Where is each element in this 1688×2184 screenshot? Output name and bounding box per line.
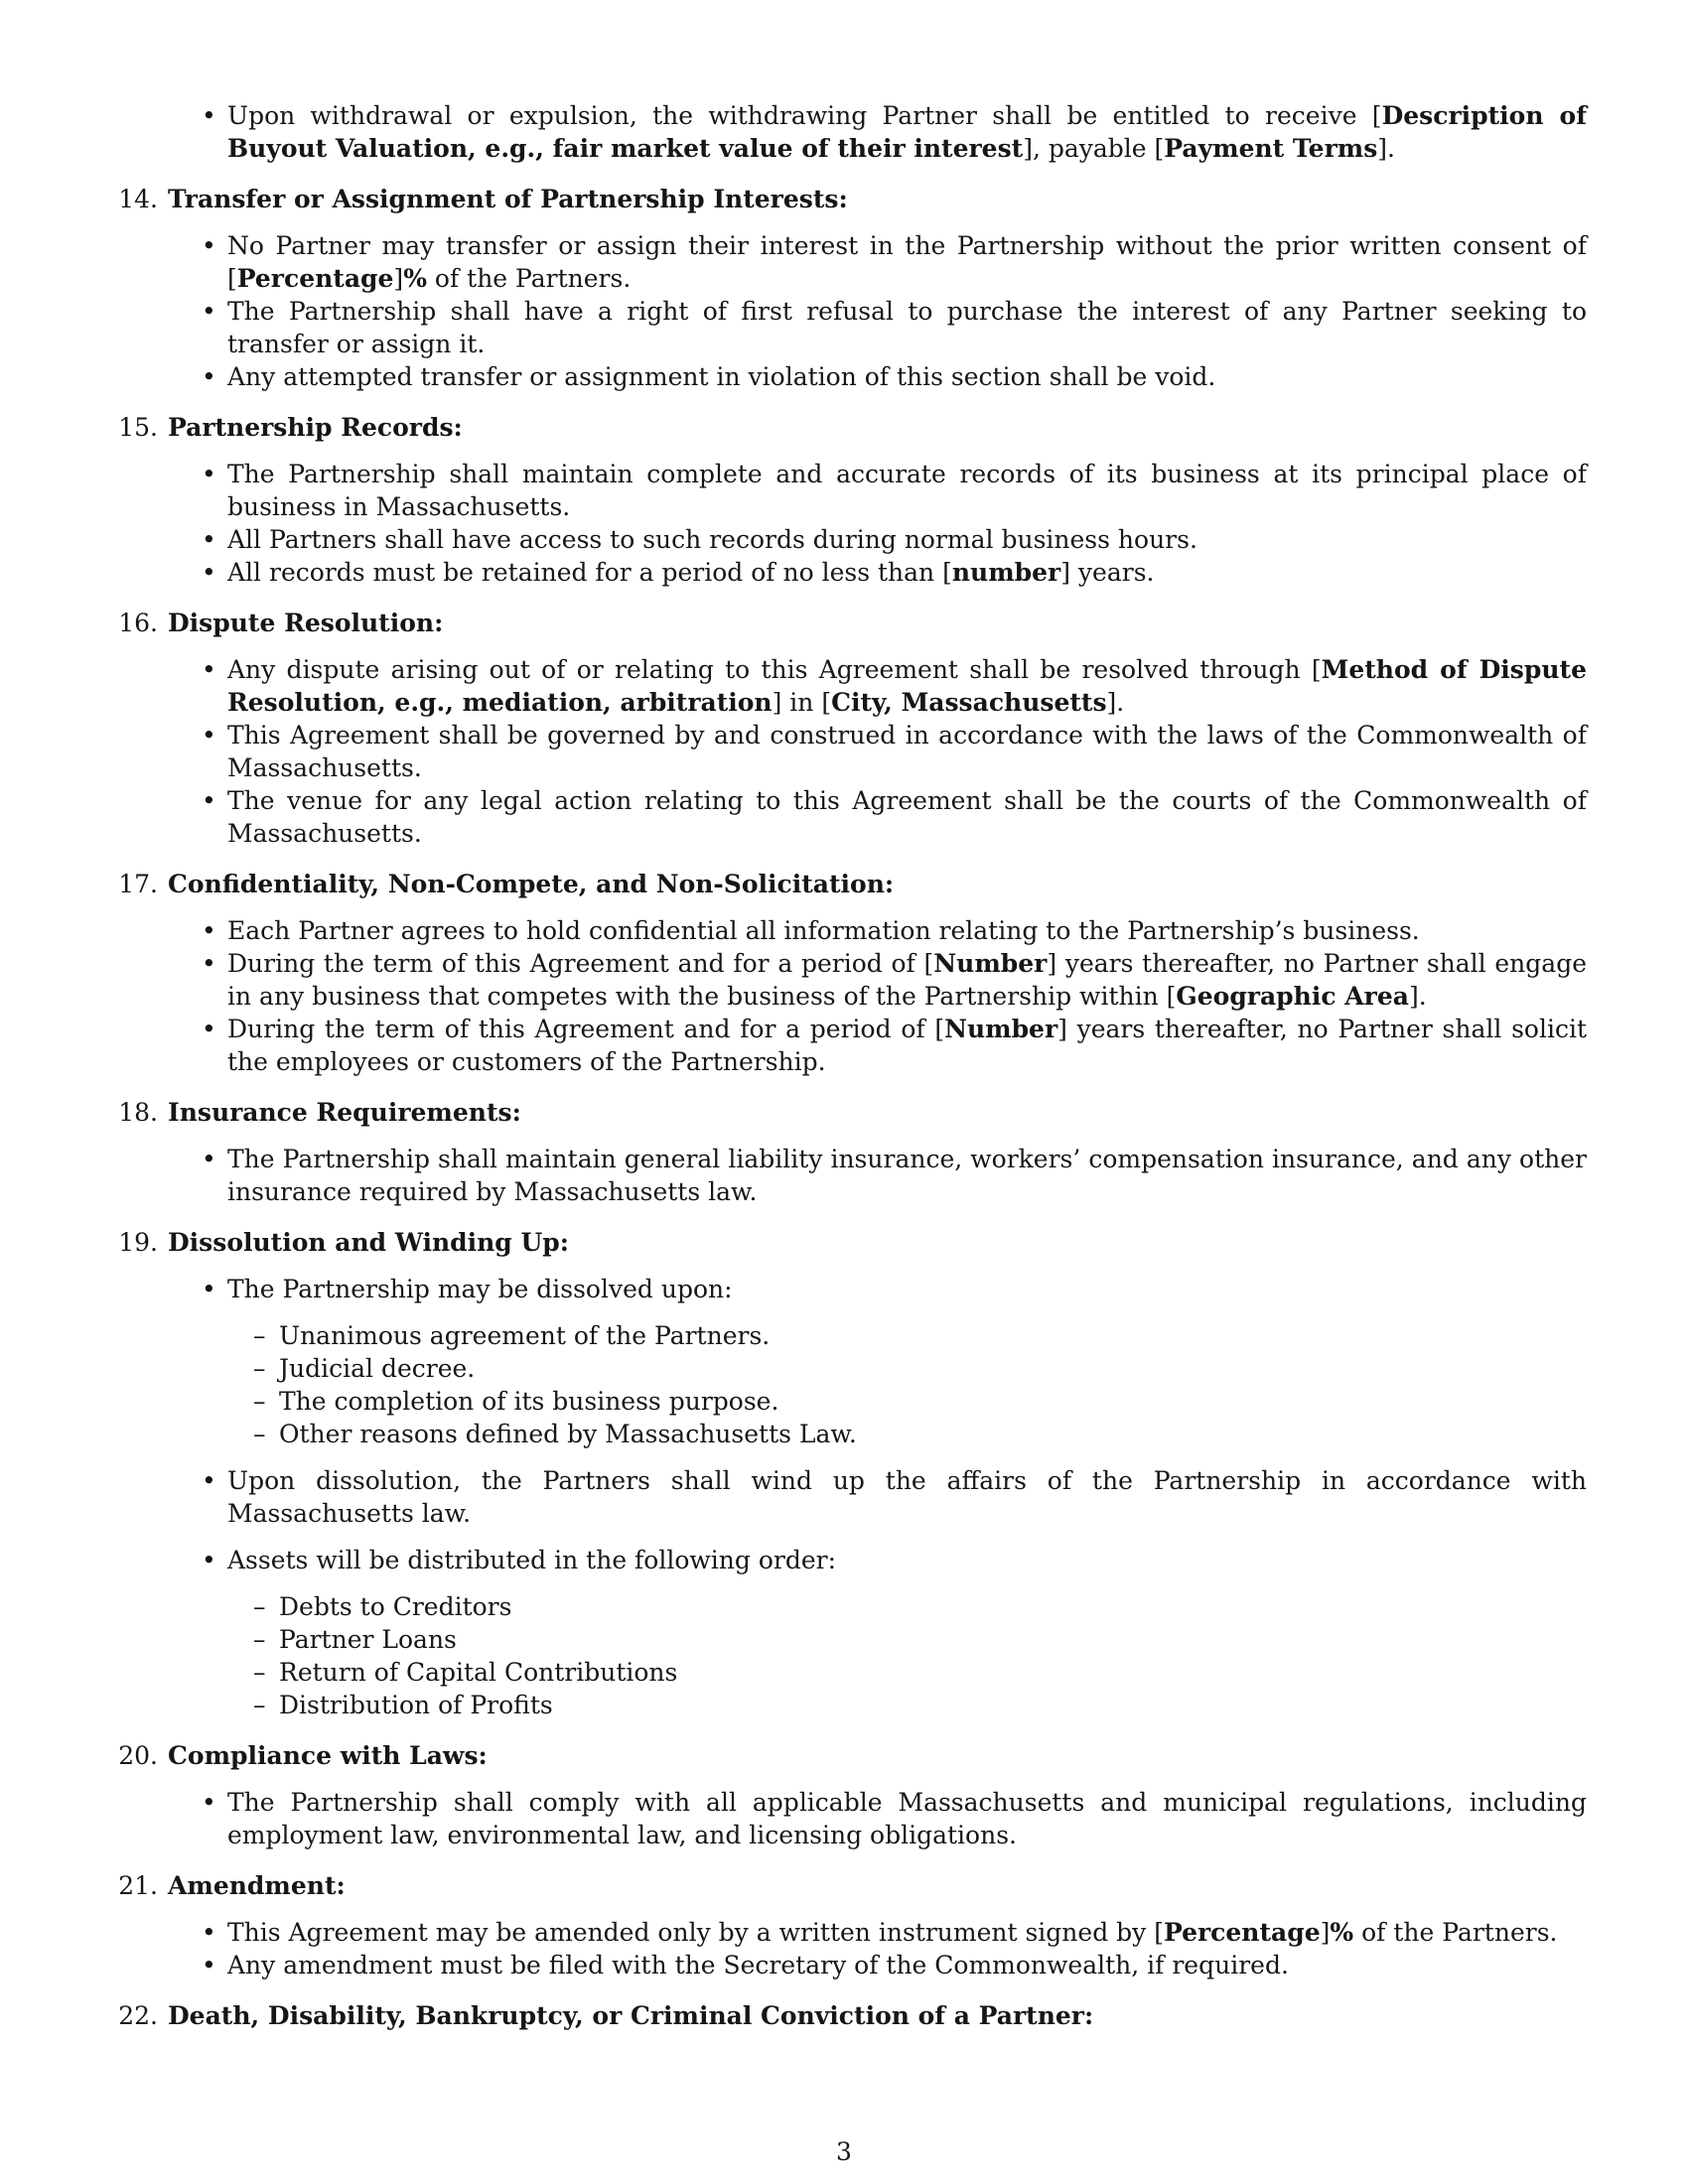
document-body [112, 99, 1587, 2032]
section-title: Partnership Records: [168, 413, 463, 442]
list-item: • Any amendment must be filed with the Secretary of the Commonwealth, if required. [227, 1949, 1587, 1981]
list-item: • All Partners shall have access to such records during normal business hours. [227, 523, 1587, 556]
bullet-list [168, 914, 1587, 1078]
section-17 [112, 868, 1587, 1078]
section-number: 16. [118, 609, 158, 637]
bullet-list [168, 1786, 1587, 1851]
section-15 [112, 411, 1587, 589]
list-item: • During the term of this Agreement and for a period of [Number] years thereafter, no Partner shall solicit the employees or customers of the Partnership. [227, 1013, 1587, 1078]
section-title: Dispute Resolution: [168, 609, 444, 637]
list-item: – The completion of its business purpose. [279, 1385, 1587, 1418]
list-item: • This Agreement shall be governed by and construed in accordance with the laws of the Commonwealth of Massachusetts. [227, 719, 1587, 784]
list-item: – Other reasons defined by Massachusetts Law. [279, 1418, 1587, 1450]
section-title: Transfer or Assignment of Partnership Interests: [168, 185, 848, 213]
list-item: • Upon withdrawal or expulsion, the withdrawing Partner shall be entitled to receive [Description of Buyout Valuation, e.g., fair market value of their interest], payable [Payment Terms]. [227, 99, 1587, 165]
section-title: Compliance with Laws: [168, 1741, 488, 1770]
list-item: – Unanimous agreement of the Partners. [279, 1319, 1587, 1352]
list-item: • The venue for any legal action relating to this Agreement shall be the courts of the Commonwealth of Massachusetts. [227, 784, 1587, 850]
section-list [112, 183, 1587, 2032]
section-19 [112, 1226, 1587, 1721]
section-18 [112, 1096, 1587, 1208]
list-item: • Any dispute arising out of or relating to this Agreement shall be resolved through [Method of Dispute Resolution, e.g., mediation, arbitration] in [City, Massachusetts]. [227, 653, 1587, 719]
list-item: – Return of Capital Contributions [279, 1656, 1587, 1689]
list-item: • During the term of this Agreement and for a period of [Number] years thereafter, no Partner shall engage in any business that competes with the business of the Partnership within [Geographic Area]. [227, 947, 1587, 1013]
page-number: 3 [836, 2137, 852, 2166]
section-number: 22. [118, 2001, 158, 2030]
section-title: Confidentiality, Non-Compete, and Non-Solicitation: [168, 870, 895, 898]
list-item: • Any attempted transfer or assignment in violation of this section shall be void. [227, 360, 1587, 393]
section-number: 14. [118, 185, 158, 213]
bullet-list [168, 1916, 1587, 1981]
section-title: Death, Disability, Bankruptcy, or Criminal Conviction of a Partner: [168, 2001, 1094, 2030]
section-16 [112, 607, 1587, 850]
section-22 [112, 1999, 1587, 2032]
section-number: 20. [118, 1741, 158, 1770]
bullet-list [168, 1143, 1587, 1208]
section-title: Amendment: [168, 1871, 346, 1900]
section-number: 19. [118, 1228, 158, 1257]
intro-bullet-list [112, 99, 1587, 165]
bullet-list [168, 229, 1587, 393]
list-item: – Judicial decree. [279, 1352, 1587, 1385]
list-item: • No Partner may transfer or assign their interest in the Partnership without the prior written consent of [Percentage]% of the Partners. [227, 229, 1587, 295]
list-item: – Partner Loans [279, 1623, 1587, 1656]
list-item: • Each Partner agrees to hold confidential all information relating to the Partnership’s business. [227, 914, 1587, 947]
bullet-list [168, 653, 1587, 850]
distribution-order-list [227, 1590, 1587, 1721]
section-number: 17. [118, 870, 158, 898]
section-14 [112, 183, 1587, 393]
list-item: – Distribution of Profits [279, 1689, 1587, 1721]
list-item: • Assets will be distributed in the following order: – Debts to Creditors – Partner Loans – Return of Capital Contributions – Distribution of Profits [227, 1544, 1587, 1721]
list-item: – Debts to Creditors [279, 1590, 1587, 1623]
list-item: • All records must be retained for a period of no less than [number] years. [227, 556, 1587, 589]
section-title: Insurance Requirements: [168, 1098, 521, 1127]
list-item: • The Partnership shall comply with all applicable Massachusetts and municipal regulations, including employment law, environmental law, and licensing obligations. [227, 1786, 1587, 1851]
section-number: 21. [118, 1871, 158, 1900]
list-item: • The Partnership shall maintain general liability insurance, workers’ compensation insurance, and any other insurance required by Massachusetts law. [227, 1143, 1587, 1208]
list-item: • The Partnership may be dissolved upon: – Unanimous agreement of the Partners. – Judicial decree. – The completion of its business purpose. – Other reasons defined by Massachusetts Law. [227, 1273, 1587, 1450]
section-number: 18. [118, 1098, 158, 1127]
bullet-list [168, 1273, 1587, 1721]
section-20 [112, 1739, 1587, 1851]
section-title: Dissolution and Winding Up: [168, 1228, 569, 1257]
list-item: • The Partnership shall have a right of first refusal to purchase the interest of any Partner seeking to transfer or assign it. [227, 295, 1587, 360]
section-number: 15. [118, 413, 158, 442]
list-item: • The Partnership shall maintain complete and accurate records of its business at its principal place of business in Massachusetts. [227, 458, 1587, 523]
list-item: • This Agreement may be amended only by a written instrument signed by [Percentage]% of the Partners. [227, 1916, 1587, 1949]
list-item: • Upon dissolution, the Partners shall wind up the affairs of the Partnership in accordance with Massachusetts law. [227, 1464, 1587, 1530]
dissolution-reasons-list [227, 1319, 1587, 1450]
section-21 [112, 1869, 1587, 1981]
bullet-list [168, 458, 1587, 589]
